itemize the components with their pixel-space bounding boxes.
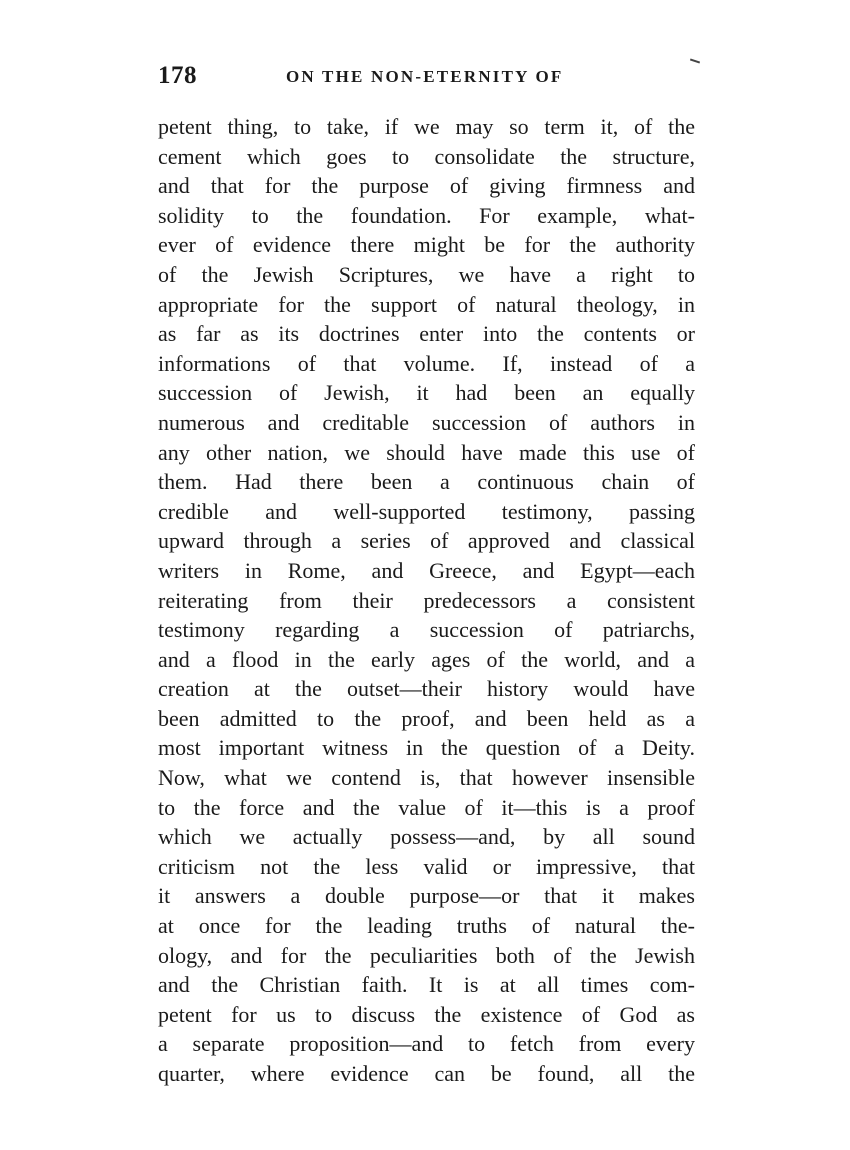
- text-line: upward through a series of approved and classical: [158, 528, 695, 554]
- text-line: testimony regarding a succession of patriarchs,: [158, 617, 695, 643]
- text-line: to the force and the value of it—this is a proof: [158, 794, 695, 820]
- text-line: creation at the outset—their history would have: [158, 676, 695, 702]
- text-line: solidity to the foundation. For example, what-: [158, 202, 695, 228]
- text-line: been admitted to the proof, and been held as a: [158, 705, 695, 731]
- text-line: and a flood in the early ages of the world, and a: [158, 646, 695, 672]
- text-line: petent thing, to take, if we may so term it, of the: [158, 114, 695, 139]
- page-number: 178: [158, 62, 197, 89]
- text-line: at once for the leading truths of natural the-: [158, 913, 695, 939]
- text-line: any other nation, we should have made this use of: [158, 439, 695, 465]
- text-line: petent for us to discuss the existence of God as: [158, 1001, 695, 1027]
- text-line: most important witness in the question of a Deity.: [158, 735, 695, 761]
- text-line: them. Had there been a continuous chain of: [158, 469, 695, 495]
- text-line: cement which goes to consolidate the structure,: [158, 143, 695, 169]
- text-line: and that for the purpose of giving firmness and: [158, 173, 695, 199]
- text-line: as far as its doctrines enter into the contents or: [158, 321, 695, 347]
- text-line: it answers a double purpose—or that it makes: [158, 883, 695, 909]
- text-line: ology, and for the peculiarities both of the Jewish: [158, 942, 695, 968]
- text-line: credible and well-supported testimony, passing: [158, 498, 695, 524]
- text-line: which we actually possess—and, by all sound: [158, 824, 695, 850]
- text-line: quarter, where evidence can be found, all the: [158, 1061, 695, 1086]
- text-line: a separate proposition—and to fetch from every: [158, 1031, 695, 1057]
- text-line: Now, what we contend is, that however insensible: [158, 765, 695, 791]
- text-line: and the Christian faith. It is at all times com-: [158, 972, 695, 998]
- text-line: of the Jewish Scriptures, we have a right to: [158, 261, 695, 287]
- text-line: succession of Jewish, it had been an equally: [158, 380, 695, 406]
- text-line: numerous and creditable succession of authors in: [158, 409, 695, 435]
- text-line: criticism not the less valid or impressive, that: [158, 853, 695, 879]
- text-line: informations of that volume. If, instead of a: [158, 350, 695, 376]
- body-text: [158, 112, 695, 1089]
- text-line: appropriate for the support of natural theology, in: [158, 291, 695, 317]
- running-head: [158, 62, 698, 92]
- running-title: ON THE NON-ETERNITY OF: [286, 67, 564, 86]
- text-line: ever of evidence there might be for the authority: [158, 232, 695, 258]
- text-line: reiterating from their predecessors a consistent: [158, 587, 695, 613]
- text-line: writers in Rome, and Greece, and Egypt—each: [158, 557, 695, 583]
